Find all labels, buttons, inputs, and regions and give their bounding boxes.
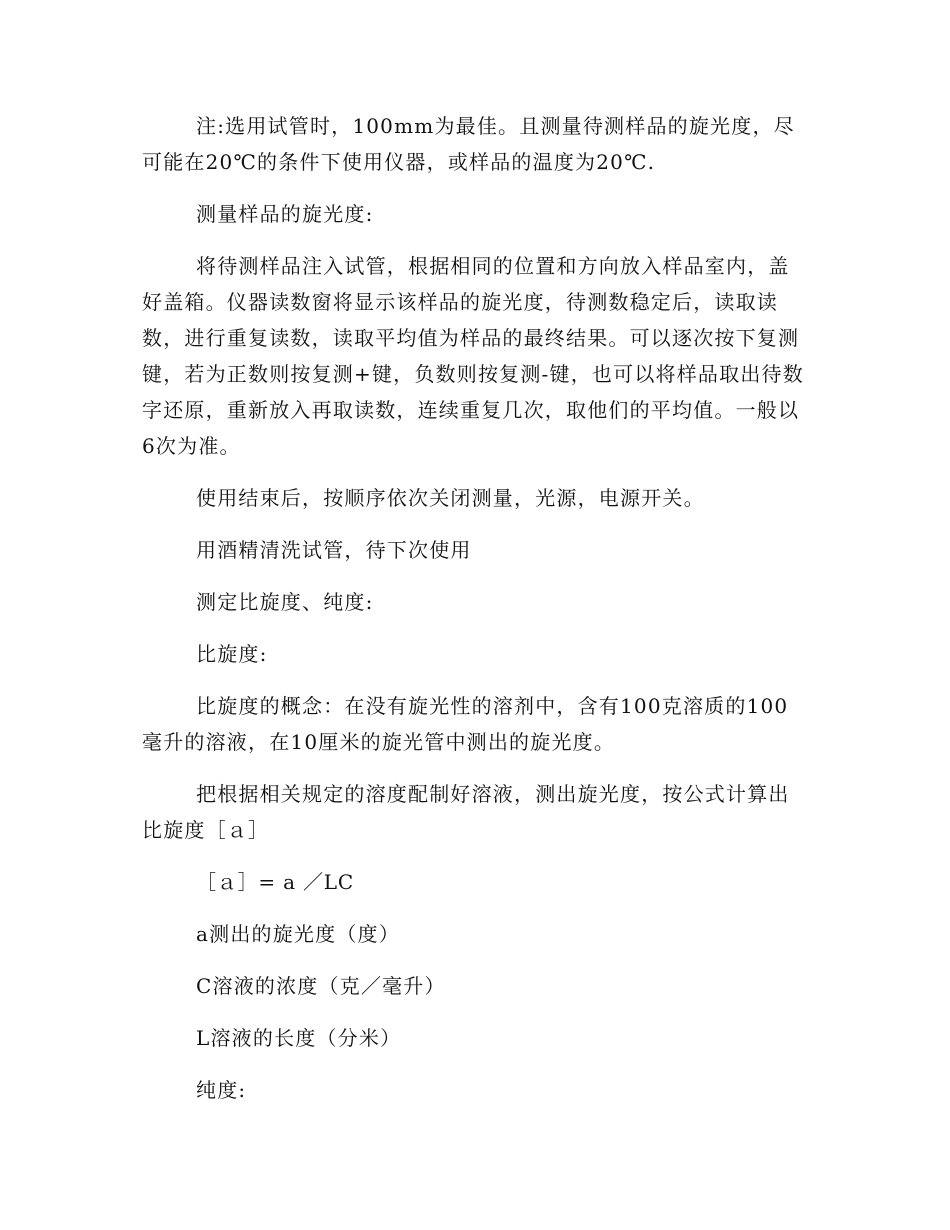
section-heading-specific-rotation-purity: 测定比旋度、纯度: [196,590,374,614]
variable-l-definition: L溶液的长度（分米） [196,1026,402,1050]
formula-line: ［ａ］= a ／LC [196,870,354,894]
section-heading-measure-rotation: 测量样品的旋光度: [196,202,374,226]
subheading-purity: 纯度: [196,1078,247,1102]
variable-c-definition: C溶液的浓度（克／毫升） [196,974,446,998]
note-paragraph: 注:选用试管时，100mm为最佳。且测量待测样品的旋光度，尽可能在20℃的条件下使用仪器，或样品的温度为20℃. [142,114,795,174]
subheading-specific-rotation: 比旋度: [196,642,268,666]
document-body [142,108,808,1124]
procedure-paragraph: 将待测样品注入试管，根据相同的位置和方向放入样品室内，盖好盖箱。仪器读数窗将显示该样品的旋光度，待测数稳定后，读取读数，进行重复读数，读取平均值为样品的最终结果。可以逐次按下复测键，若为正数则按复测+键，负数则按复测-键，也可以将样品取出待数字还原，重新放入再取读数，连续重复几次，取他们的平均值。一般以6次为准。 [142,254,804,458]
calculation-paragraph: 把根据相关规定的溶度配制好溶液，测出旋光度，按公式计算出比旋度［ａ］ [142,782,790,842]
variable-a-definition: a测出的旋光度（度） [196,922,400,946]
shutdown-paragraph: 使用结束后，按顺序依次关闭测量，光源，电源开关。 [196,486,705,510]
definition-paragraph: 比旋度的概念：在没有旋光性的溶剂中，含有100克溶质的100毫升的溶液，在10厘米的旋光管中测出的旋光度。 [142,694,789,754]
cleaning-paragraph: 用酒精清洗试管，待下次使用 [196,538,472,562]
